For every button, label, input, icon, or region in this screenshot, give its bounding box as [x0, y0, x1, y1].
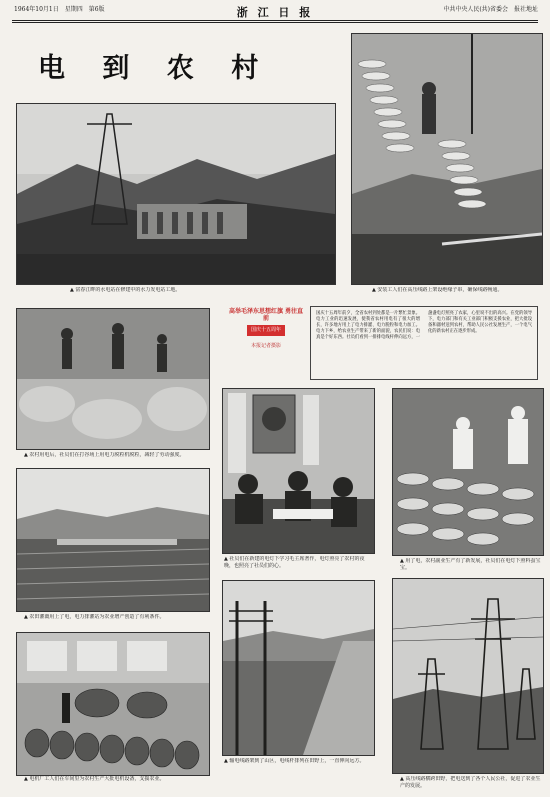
photo-credit: 本报记者摄影 — [250, 343, 281, 349]
photo-factory — [16, 632, 210, 776]
caption-pylons: ▲ 高压线路横跨田野，把电送到了各个人民公社，促进了农业生产的发展。 — [400, 776, 541, 789]
anniversary-emblem — [228, 308, 304, 354]
photo-poles — [222, 580, 375, 756]
caption-factory: ▲ 电机厂工人们在车间里为农村生产大批电机设备，支援农业。 — [24, 776, 165, 782]
dam-image — [17, 104, 335, 284]
header-rule — [12, 20, 538, 21]
photo-pylons — [392, 578, 544, 774]
study-image — [223, 389, 374, 553]
silkworm-image — [393, 389, 543, 555]
article-text: 国庆十五周年前夕，全省农村到处都是一片繁忙景象。电力工业的迅速发展，使我省农村用电有了很大的增长，许多地方用上了电力排灌、电力脱粒和电力加工。电力下乡，给农业生产带来了新的面貌，农民们说：电真是个好东西。社员们看到一排排电线杆伸向远方，一盏盏电灯照亮了农家，心里说不出的高兴。在党的领导下，电力部门和有关工业部门积极支援农业，把大批设备和器材送到农村，帮助人民公社发展生产，一个电气化的新农村正在逐步形成。 — [310, 306, 538, 380]
newspaper-masthead: 浙 江 日 报 — [236, 6, 314, 19]
photo-silkworm — [392, 388, 544, 556]
caption-poles: ▲ 输电线路架到了山区，电线杆排列在田野上，一直伸向远方。 — [224, 758, 365, 764]
caption-silkworm: ▲ 用了电，农村副业生产有了新发展，社员们在电灯下照料蚕宝宝。 — [400, 558, 541, 571]
photo-threshing — [16, 308, 210, 450]
page-headline: 电 到 农 村 — [38, 53, 273, 84]
caption-threshing: ▲ 农村用电后，社员们在打谷场上用电力脱粒机脱粒，减轻了劳动强度。 — [24, 452, 185, 458]
photo-insulator-tower — [351, 33, 543, 285]
pylons-image — [393, 579, 543, 773]
header-date-line: 1964年10月1日 星期四 第6版 — [14, 6, 105, 13]
insulator-image — [352, 34, 542, 284]
caption-dam: ▲ 富春江畔的水电站在修建中的水力发电站工地。 — [70, 287, 181, 293]
factory-image — [17, 633, 209, 775]
header-publisher-line: 中共中央人民(共)省委会 报社地址 — [443, 6, 538, 13]
poles-image — [223, 581, 374, 755]
photo-dam — [16, 103, 336, 285]
caption-study: ▲ 社员们在新建的电灯下学习毛主席著作，电灯照亮了农村的夜晚，也照亮了社员们的心。 — [224, 556, 365, 569]
caption-insulator: ▲ 安装工人们在高压线路上架设绝缘子串，确保线路畅通。 — [372, 287, 503, 293]
photo-field — [16, 468, 210, 612]
header-rule-2 — [12, 22, 538, 23]
photo-study — [222, 388, 375, 554]
emblem-flag: 国庆十五周年 — [247, 325, 285, 336]
threshing-image — [17, 309, 209, 449]
field-image — [17, 469, 209, 611]
caption-field: ▲ 农田灌溉用上了电，电力排灌站为农业增产创造了有利条件。 — [24, 614, 165, 620]
emblem-slogan: 高举毛泽东思想红旗 勇往直前 — [228, 308, 304, 322]
